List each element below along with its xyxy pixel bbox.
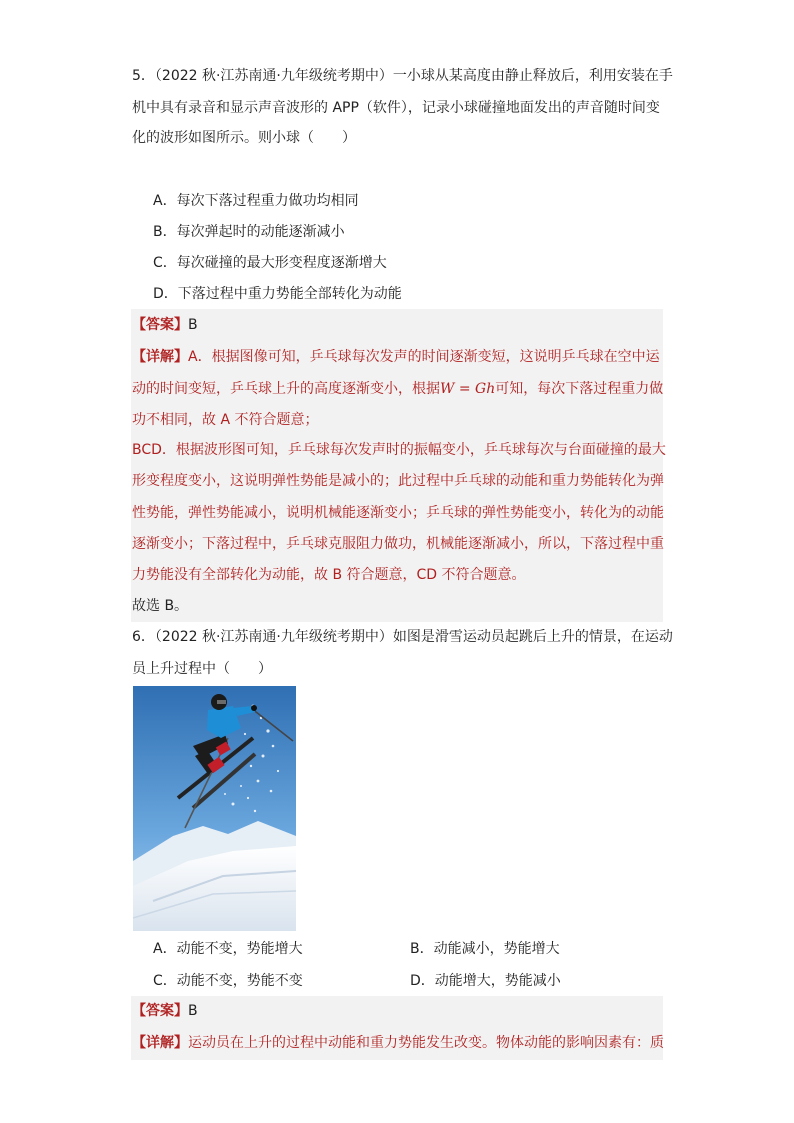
q6-answer-line [132, 1001, 198, 1021]
q6-option-d: D．动能增大，势能减小 [410, 973, 561, 989]
q6-stem-line-2: 员上升过程中（ ） [132, 661, 272, 677]
q5-stem-line-1: 5．（2022 秋·江苏南通·九年级统考期中）一小球从某高度由静止释放后，利用安装在手 [132, 68, 673, 84]
q5-detail-first: A．根据图像可知，乒乓球每次发声的时间逐渐变短，这说明乒乓球在空中运 [188, 349, 660, 365]
q5-detail-tag: 【详解】 [132, 349, 188, 365]
q6-answer-value: B [188, 1003, 198, 1019]
q5-detail-line-6: 性势能，弹性势能减小，说明机械能逐渐变小；乒乓球的弹性势能变小，转化为的动能 [132, 505, 664, 521]
q5-formula-after: 可知，每次下落过程重力做 [495, 381, 664, 397]
q5-option-a: A．每次下落过程重力做功均相同 [153, 193, 359, 209]
q5-detail-line-4: BCD．根据波形图可知，乒乓球每次发声时的振幅变小，乒乓球每次与台面碰撞的最大 [132, 442, 666, 458]
q5-detail-line-5: 形变程度变小，这说明弹性势能是减小的；此过程中乒乓球的动能和重力势能转化为弹 [132, 473, 664, 489]
q6-detail-tag: 【详解】 [132, 1035, 188, 1051]
q5-detail-line-8: 力势能没有全部转化为动能，故 B 符合题意，CD 不符合题意。 [132, 567, 526, 583]
q6-stem-line-1: 6．（2022 秋·江苏南通·九年级统考期中）如图是滑雪运动员起跳后上升的情景，在运动 [132, 629, 673, 645]
q6-answer-tag: 【答案】 [132, 1003, 188, 1019]
q6-option-b: B．动能减小，势能增大 [410, 941, 560, 957]
q6-detail-line-1 [132, 1033, 664, 1053]
q5-answer-tag: 【答案】 [132, 317, 188, 333]
q5-detail-line-2 [132, 379, 663, 399]
q5-stem-line-3: 化的波形如图所示。则小球（ ） [132, 130, 356, 146]
q5-answer-value: B [188, 317, 198, 333]
q5-conclusion: 故选 B。 [132, 598, 189, 614]
q5-formula: W = Gh [440, 381, 496, 397]
skier-photo [133, 686, 296, 931]
q5-detail-line-7: 逐渐变小；下落过程中，乒乓球克服阻力做功，机械能逐渐减小，所以，下落过程中重 [132, 536, 664, 552]
q5-detail-text-2: 动的时间变短，乒乓球上升的高度逐渐变小，根据 [132, 381, 440, 397]
q6-option-c: C．动能不变，势能不变 [153, 973, 303, 989]
q6-option-a: A．动能不变，势能增大 [153, 941, 303, 957]
q5-detail-line-3: 功不相同，故 A 不符合题意； [132, 412, 319, 428]
q6-detail-first: 运动员在上升的过程中动能和重力势能发生改变。物体动能的影响因素有：质 [188, 1035, 664, 1051]
q5-answer-line [132, 315, 198, 335]
q5-detail-line-1 [132, 347, 660, 367]
q5-option-c: C．每次碰撞的最大形变程度逐渐增大 [153, 255, 387, 271]
q5-stem-line-2: 机中具有录音和显示声音波形的 APP（软件），记录小球碰撞地面发出的声音随时间变 [132, 100, 660, 116]
q5-option-d: D．下落过程中重力势能全部转化为动能 [153, 286, 402, 302]
q5-option-b: B．每次弹起时的动能逐渐减小 [153, 224, 345, 240]
